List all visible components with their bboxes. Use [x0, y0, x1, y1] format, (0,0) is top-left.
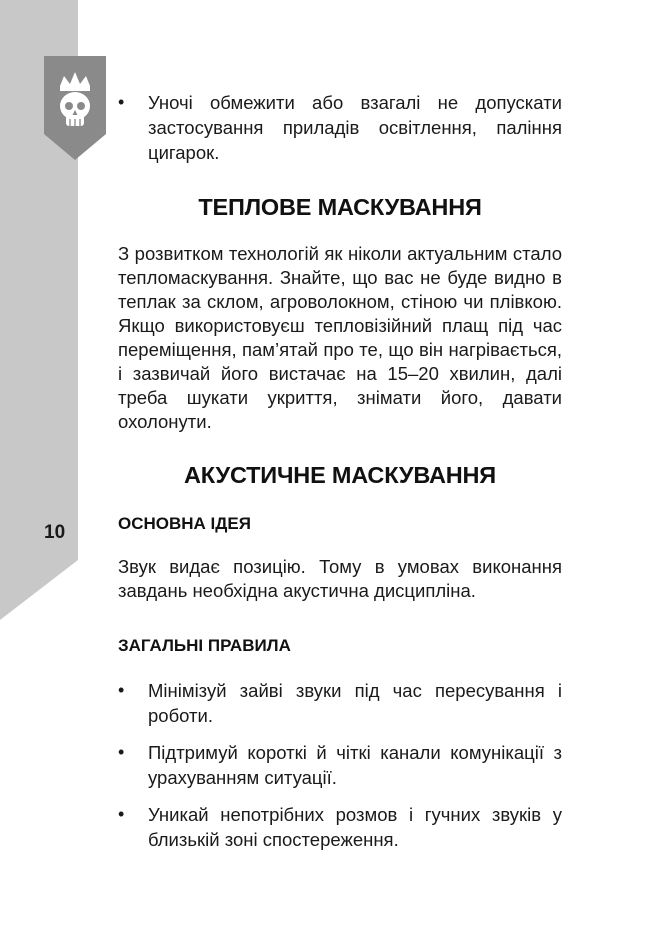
skull-crown-icon [44, 56, 106, 160]
list-item: • Уникай непотрібних розмов і гучних звуків у близькій зоні спостереження. [118, 802, 562, 852]
intro-bullet-list [118, 90, 562, 165]
section-title-acoustic: АКУСТИЧНЕ МАСКУВАННЯ [184, 462, 496, 488]
section-title-thermal: ТЕПЛОВЕ МАСКУВАННЯ [198, 194, 482, 220]
page-number: 10 [44, 522, 66, 543]
list-item: • Мінімізуй зайві звуки під час пересування і роботи. [118, 678, 562, 728]
main-idea-heading: ОСНОВНА ІДЕЯ [118, 514, 251, 533]
main-idea-text: Звук видає позицію. Тому в умовах виконання завдань необхідна акустична дисципліна. [118, 556, 562, 601]
rules-bullet-list [118, 678, 562, 852]
thermal-paragraph: З розвитком технологій як ніколи актуальним стало тепломаскування. Знайте, що вас не буде видно в теплак за склом, агроволокном, стіною чи плівкою. Якщо використовуєш тепловізійний плащ під час переміщення, пам’ятай про те, що він нагрівається, і зазвичай його вистачає на 15–20 хвилин, далі треба шукати укриття, знімати його, давати охолонути. [118, 243, 562, 432]
list-item: • Підтримуй короткі й чіткі канали комунікації з урахуванням ситуації. [118, 740, 562, 790]
general-rules-heading: ЗАГАЛЬНІ ПРАВИЛА [118, 636, 291, 655]
list-item: • Уночі обмежити або взагалі не допускати застосування приладів освітлення, паління цигарок. [118, 90, 562, 165]
skull-crown-emblem [44, 56, 106, 160]
